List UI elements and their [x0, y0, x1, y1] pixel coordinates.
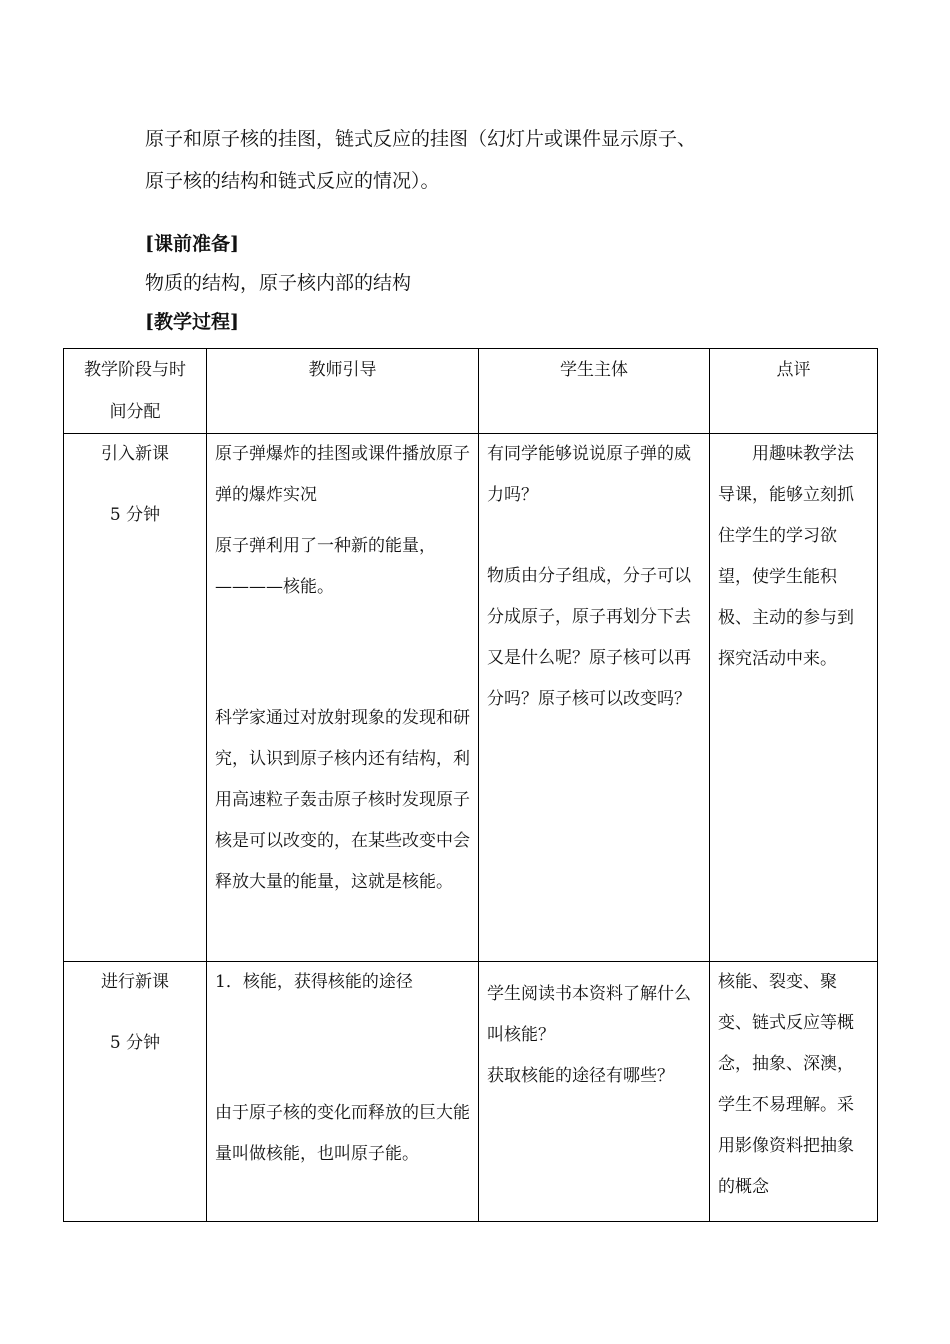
- prep-text: 物质的结构，原子核内部的结构: [145, 272, 412, 294]
- stage-time: 5 分钟: [109, 1033, 161, 1053]
- header-comment: 点评: [710, 349, 878, 434]
- table-header-row: [64, 349, 878, 434]
- comment-text: 核能、裂变、聚变、链式反应等概念，抽象、深澳，学生不易理解。采用影像资料把抽象的概念: [718, 972, 854, 1197]
- teacher-para: 科学家通过对放射现象的发现和研究，认识到原子核内还有结构，利用高速粒子轰击原子核时发现原子核是可以改变的，在某些改变中会释放大量的能量，这就是核能。: [215, 708, 470, 892]
- header-teacher: 教师引导: [207, 349, 479, 434]
- comment-cell: [710, 434, 878, 962]
- lesson-table: [63, 348, 878, 1222]
- teacher-para: 原子弹利用了一种新的能量，————核能。: [215, 536, 436, 597]
- teacher-para: 原子弹爆炸的挂图或课件播放原子弹的爆炸实况: [215, 444, 470, 505]
- intro-line-1: 原子和原子核的挂图，链式反应的挂图（幻灯片或课件显示原子、: [145, 128, 697, 150]
- table-row: [64, 434, 878, 962]
- stage-cell: [64, 962, 207, 1222]
- header-stage: [64, 349, 207, 434]
- student-para: 有同学能够说说原子弹的威力吗？: [487, 444, 691, 505]
- intro-paragraph: [145, 118, 825, 202]
- student-para: 学生阅读书本资料了解什么叫核能？: [487, 984, 691, 1045]
- comment-text: 用趣味教学法导课，能够立刻抓住学生的学习欲望，使学生能积极、主动的参与到探究活动中来。: [718, 444, 854, 669]
- student-para: 获取核能的途径有哪些？: [487, 1066, 674, 1086]
- comment-cell: [710, 962, 878, 1222]
- student-cell: [479, 962, 710, 1222]
- stage-name: 引入新课: [101, 444, 169, 464]
- header-stage-line1: 教学阶段与时: [84, 360, 186, 380]
- process-heading: [教学过程]: [145, 311, 239, 333]
- student-para: 物质由分子组成，分子可以分成原子，原子再划分下去又是什么呢？原子核可以再分吗？原子核可以改变吗？: [487, 566, 691, 709]
- teacher-para: 1．核能，获得核能的途径: [215, 972, 413, 992]
- table-row: [64, 962, 878, 1222]
- teacher-cell: [207, 962, 479, 1222]
- teacher-para: 由于原子核的变化而释放的巨大能量叫做核能，也叫原子能。: [215, 1103, 470, 1164]
- prep-heading: [课前准备]: [145, 233, 239, 255]
- stage-cell: [64, 434, 207, 962]
- stage-time: 5 分钟: [109, 505, 161, 525]
- header-stage-line2: 间分配: [109, 402, 161, 422]
- intro-line-2: 原子核的结构和链式反应的情况）。: [145, 170, 440, 192]
- header-student: 学生主体: [479, 349, 710, 434]
- stage-name: 进行新课: [101, 972, 169, 992]
- teacher-cell: [207, 434, 479, 962]
- student-cell: [479, 434, 710, 962]
